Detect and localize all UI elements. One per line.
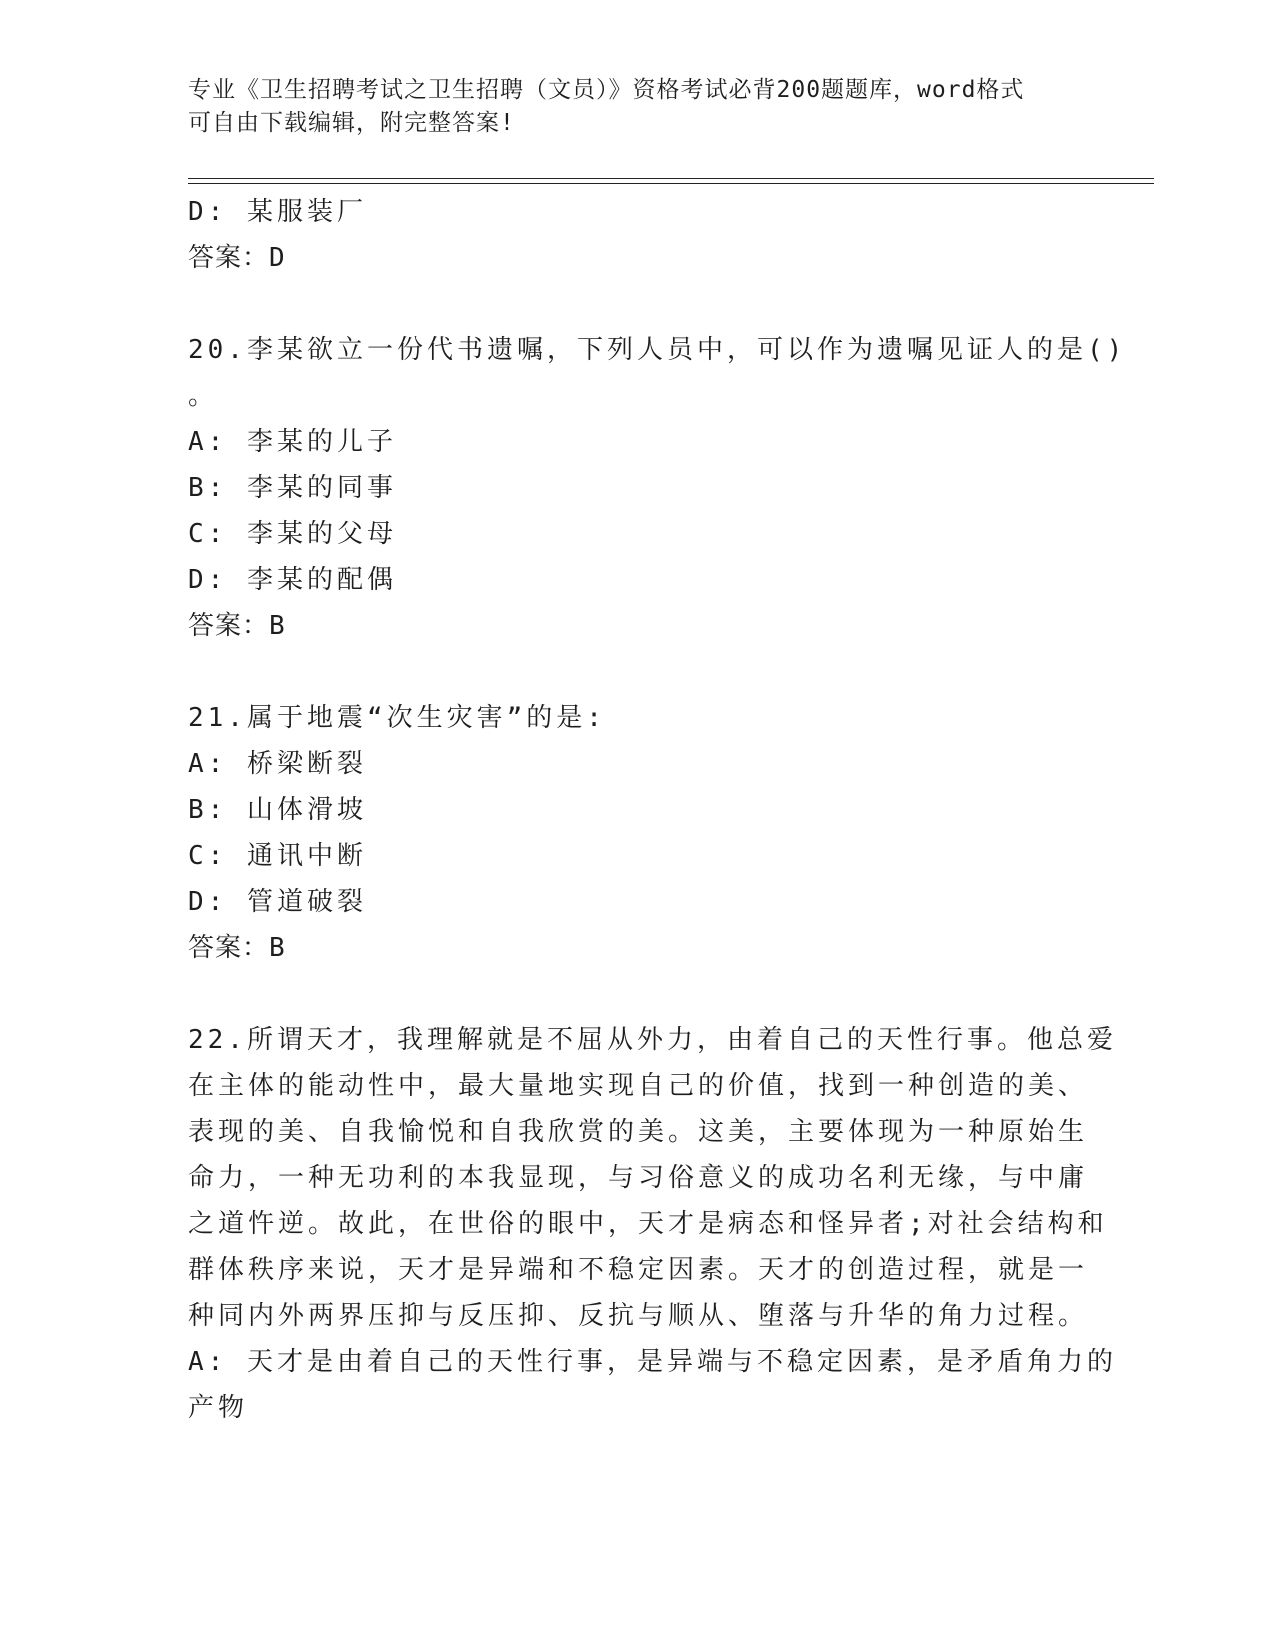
question-20: [188, 327, 1127, 649]
q19-answer: 答案：D: [188, 243, 286, 273]
q21-option-a: A: 桥梁断裂: [188, 749, 367, 779]
q19-option-d: D: 某服装厂: [188, 197, 367, 227]
q21-option-c: C: 通讯中断: [188, 841, 367, 871]
q22-line: 在主体的能动性中，最大量地实现自己的价值，找到一种创造的美、: [188, 1071, 1089, 1101]
header-title-line-1: 专业《卫生招聘考试之卫生招聘（文员）》资格考试必背200题题库，word格式: [188, 77, 1025, 103]
header-divider-top: [188, 178, 1154, 179]
document-header: [188, 74, 1068, 140]
q22-line: 命力，一种无功利的本我显现，与习俗意义的成功名利无缘，与中庸: [188, 1163, 1089, 1193]
question-19-tail: [188, 189, 1068, 281]
q22-line: 22.所谓天才，我理解就是不屈从外力，由着自己的天性行事。他总爱: [188, 1025, 1117, 1055]
q21-stem: 21.属于地震“次生灾害”的是:: [188, 703, 606, 733]
q22-line: 群体秩序来说，天才是异端和不稳定因素。天才的创造过程，就是一: [188, 1255, 1089, 1285]
q21-answer: 答案：B: [188, 933, 286, 963]
q21-option-b: B: 山体滑坡: [188, 795, 367, 825]
header-divider-bottom: [188, 183, 1154, 184]
question-content: [188, 189, 1127, 1431]
q22-option-a: A: 天才是由着自己的天性行事，是异端与不稳定因素，是矛盾角力的: [188, 1347, 1117, 1377]
q20-option-d: D: 李某的配偶: [188, 565, 397, 595]
q20-option-b: B: 李某的同事: [188, 473, 397, 503]
header-title-line-2: 可自由下载编辑，附完整答案!: [188, 110, 515, 136]
q20-stem-tail: 。: [188, 381, 219, 411]
q21-option-d: D: 管道破裂: [188, 887, 367, 917]
q20-stem: 20.李某欲立一份代书遗嘱，下列人员中，可以作为遗嘱见证人的是(): [188, 335, 1127, 365]
q22-line: 种同内外两界压抑与反压抑、反抗与顺从、堕落与升华的角力过程。: [188, 1301, 1089, 1331]
question-22: [188, 1017, 1117, 1431]
q22-line: 表现的美、自我愉悦和自我欣赏的美。这美，主要体现为一种原始生: [188, 1117, 1089, 1147]
question-21: [188, 695, 1068, 971]
q22-line: 之道忤逆。故此，在世俗的眼中，天才是病态和怪异者;对社会结构和: [188, 1209, 1108, 1239]
q20-answer: 答案：B: [188, 611, 286, 641]
q20-option-a: A: 李某的儿子: [188, 427, 397, 457]
q22-option-a-tail: 产物: [188, 1393, 249, 1423]
q20-option-c: C: 李某的父母: [188, 519, 397, 549]
